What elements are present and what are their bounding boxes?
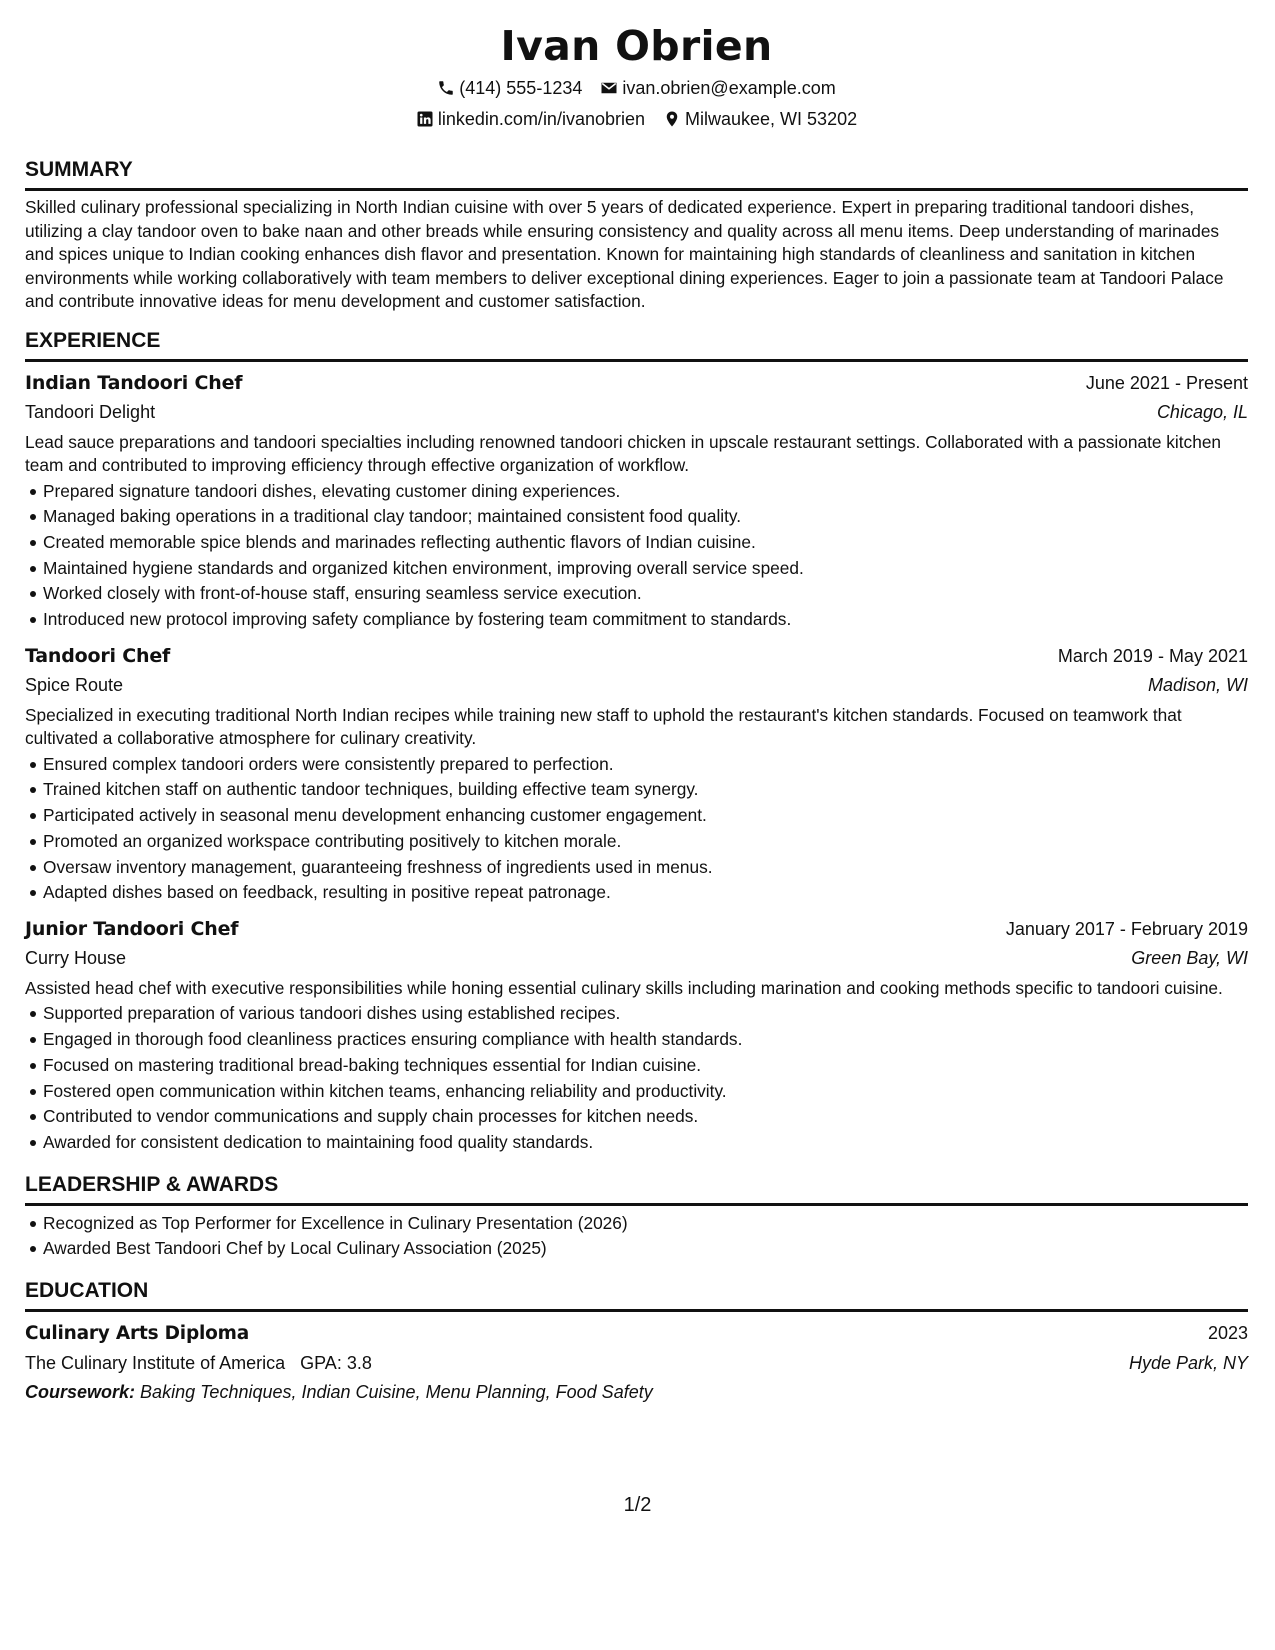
contact-row-primary <box>25 74 1248 102</box>
bullet-item: Oversaw inventory management, guaranteeing freshness of ingredients used in menus. <box>43 855 1248 881</box>
job-title: Tandoori Chef <box>25 644 171 667</box>
job-dates: June 2021 - Present <box>1085 372 1248 393</box>
contact-location <box>663 105 857 133</box>
bullet-item: Engaged in thorough food cleanliness practices ensuring compliance with health standards. <box>43 1027 1248 1053</box>
job-location: Chicago, IL <box>1156 401 1248 422</box>
job-location: Green Bay, WI <box>1131 947 1248 968</box>
job-location: Madison, WI <box>1147 674 1248 695</box>
job-entry <box>25 641 1248 906</box>
summary-text: Skilled culinary professional specializing in North Indian cuisine with over 5 years of dedicated experience. Expert in preparing traditional tandoori dishes, utilizing a clay tandoor oven to bake naan and other breads while ensuring consistency and quality across all menu items. Deep understanding of marinades and spices unique to Indian cooking enhances dish flavor and presentation. Known for maintaining high standards of cleanliness and sanitation in kitchen environments while working collaboratively with team members to deliver exceptional dining experiences. Eager to join a passionate team at Tandoori Palace and contribute innovative ideas for menu development and customer satisfaction. <box>25 197 1224 311</box>
company-name: Spice Route <box>25 674 124 695</box>
candidate-name: Ivan Obrien <box>500 22 773 70</box>
contact-linkedin <box>416 105 645 133</box>
location-text: Milwaukee, WI 53202 <box>685 109 858 129</box>
phone-icon <box>437 79 455 97</box>
contact-row-secondary <box>25 105 1248 133</box>
bullet-item: Prepared signature tandoori dishes, elevating customer dining experiences. <box>43 479 1248 505</box>
bullet-item: Adapted dishes based on feedback, resulting in positive repeat patronage. <box>43 880 1248 906</box>
bullet-item: Ensured complex tandoori orders were consistently prepared to perfection. <box>43 752 1248 778</box>
award-list <box>25 1211 1248 1262</box>
job-dates: March 2019 - May 2021 <box>1057 645 1248 666</box>
bullet-item: Managed baking operations in a traditional clay tandoor; maintained consistent food quality. <box>43 504 1248 530</box>
bullet-item: Awarded for consistent dedication to maintaining food quality standards. <box>43 1130 1248 1156</box>
bullet-item: Maintained hygiene standards and organized kitchen environment, improving overall service speed. <box>43 556 1248 582</box>
education-section <box>25 1278 1248 1407</box>
graduation-year: 2023 <box>1207 1323 1248 1344</box>
email-link[interactable]: ivan.obrien@example.com <box>622 78 836 98</box>
bullet-item: Worked closely with front-of-house staff, ensuring seamless service execution. <box>43 581 1248 607</box>
award-item: Recognized as Top Performer for Excellence in Culinary Presentation (2026) <box>43 1211 1248 1237</box>
job-title: Junior Tandoori Chef <box>25 917 239 940</box>
linkedin-icon <box>416 110 434 128</box>
section-title-experience: EXPERIENCE <box>25 328 1248 362</box>
phone-text[interactable]: (414) 555-1234 <box>459 78 583 98</box>
leadership-section <box>25 1172 1248 1262</box>
section-title-education: EDUCATION <box>25 1278 1248 1312</box>
bullet-item: Contributed to vendor communications and supply chain processes for kitchen needs. <box>43 1104 1248 1130</box>
company-name: Curry House <box>25 947 127 968</box>
section-title-summary: SUMMARY <box>25 157 1248 191</box>
job-entry <box>25 368 1248 633</box>
coursework-label: Coursework: <box>25 1382 136 1403</box>
job-title: Indian Tandoori Chef <box>25 371 243 394</box>
summary-section <box>25 157 1248 314</box>
job-entry <box>25 914 1248 1156</box>
bullet-item: Participated actively in seasonal menu development enhancing customer engagement. <box>43 803 1248 829</box>
bullet-item: Introduced new protocol improving safety compliance by fostering team commitment to standards. <box>43 607 1248 633</box>
bullet-item: Focused on mastering traditional bread-baking techniques essential for Indian cuisine. <box>43 1053 1248 1079</box>
job-description: Assisted head chef with executive responsibilities while honing essential culinary skills including marination and cooking methods specific to tandoori cuisine. <box>25 977 1223 998</box>
linkedin-link[interactable]: linkedin.com/in/ivanobrien <box>437 109 646 129</box>
contact-email <box>600 74 835 102</box>
resume-page <box>25 18 1248 1407</box>
contact-phone <box>437 74 582 102</box>
degree-title: Culinary Arts Diploma <box>25 1323 249 1345</box>
job-bullets <box>25 752 1248 906</box>
experience-section <box>25 328 1248 1156</box>
education-entry <box>25 1318 1248 1407</box>
school-info <box>25 1349 372 1377</box>
company-name: Tandoori Delight <box>25 401 156 422</box>
section-title-leadership: LEADERSHIP & AWARDS <box>25 1172 1248 1206</box>
school-location: Hyde Park, NY <box>1128 1353 1248 1374</box>
job-bullets <box>25 1001 1248 1155</box>
bullet-item: Supported preparation of various tandoori dishes using established recipes. <box>43 1001 1248 1027</box>
job-dates: January 2017 - February 2019 <box>1005 918 1248 939</box>
map-marker-icon <box>663 110 681 128</box>
school-name: The Culinary Institute of America <box>25 1353 286 1374</box>
bullet-item: Promoted an organized workspace contributing positively to kitchen morale. <box>43 829 1248 855</box>
job-description: Lead sauce preparations and tandoori specialties including renowned tandoori chicken in upscale restaurant settings. Collaborated with a passionate kitchen team and contributed to improving efficiency through effective organization of workflow. <box>25 431 1222 475</box>
gpa: GPA: 3.8 <box>300 1353 372 1374</box>
envelope-icon <box>600 79 618 97</box>
job-description: Specialized in executing traditional North Indian recipes while training new staff to uphold the restaurant's kitchen standards. Focused on teamwork that cultivated a collaborative atmosphere for culinary creativity. <box>25 704 1182 749</box>
coursework <box>25 1377 1248 1407</box>
coursework-list: Baking Techniques, Indian Cuisine, Menu Planning, Food Safety <box>140 1382 653 1403</box>
bullet-item: Created memorable spice blends and marinades reflecting authentic flavors of Indian cuisine. <box>43 530 1248 556</box>
bullet-item: Trained kitchen staff on authentic tandoor techniques, building effective team synergy. <box>43 777 1248 803</box>
job-bullets <box>25 479 1248 633</box>
award-item: Awarded Best Tandoori Chef by Local Culinary Association (2025) <box>43 1236 1248 1262</box>
page-number: 1/2 <box>623 1494 652 1516</box>
bullet-item: Fostered open communication within kitchen teams, enhancing reliability and productivity. <box>43 1079 1248 1105</box>
